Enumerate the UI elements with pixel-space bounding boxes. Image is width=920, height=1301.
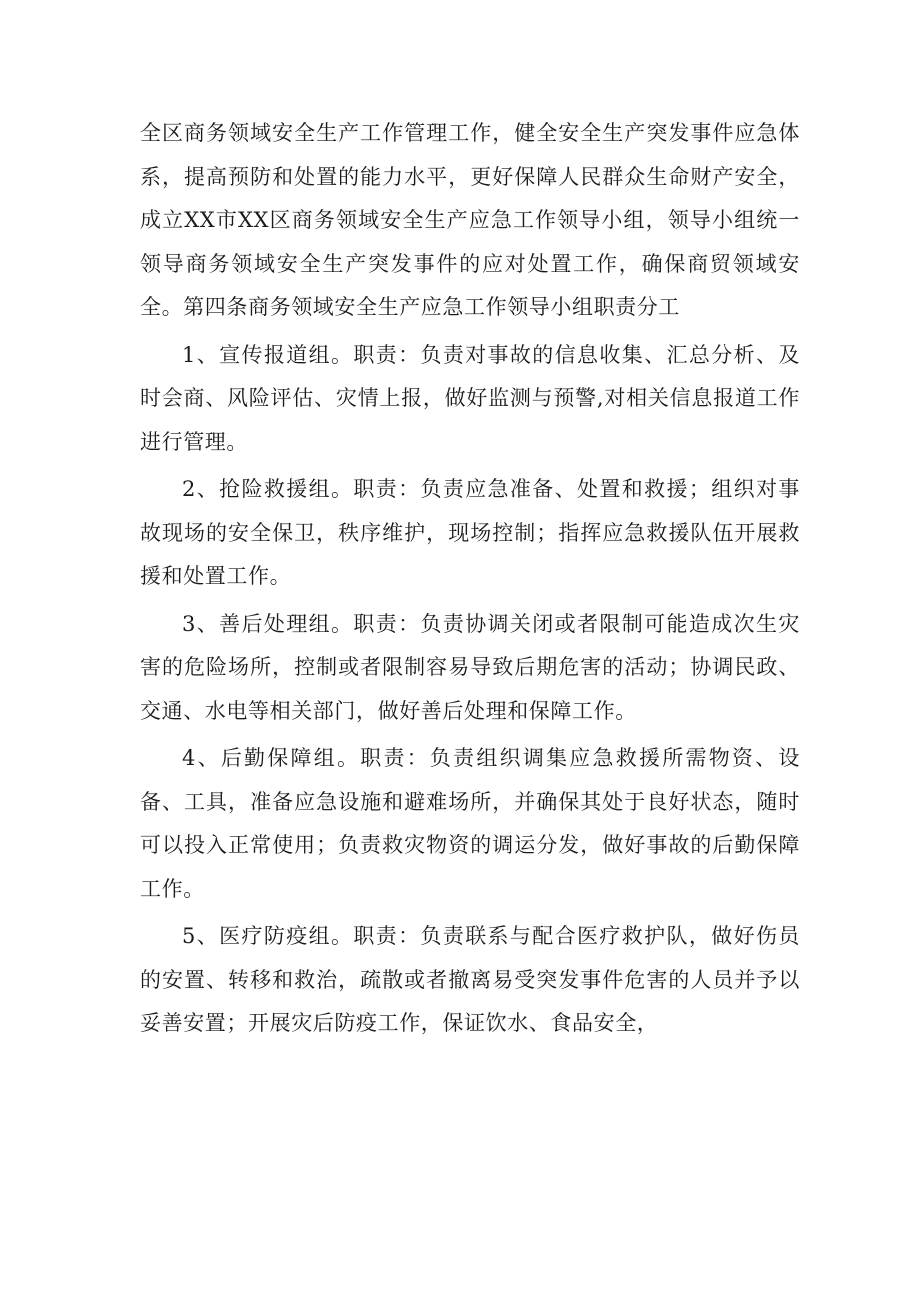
paragraph-logistics-group: 4、后勤保障组。职责：负责组织调集应急救援所需物资、设备、工具，准备应急设施和避难场所，并确保其处于良好状态，随时可以投入正常使用；负责救灾物资的调运分发，做好事故的后勤保障工作。 [140, 746, 800, 901]
paragraph-rescue-group: 2、抢险救援组。职责：负责应急准备、处置和救援；组织对事故现场的安全保卫，秩序维护，现场控制；指挥应急救援队伍开展救援和处置工作。 [140, 477, 800, 588]
document-body [140, 112, 800, 1050]
paragraph-publicity-group: 1、宣传报道组。职责：负责对事故的信息收集、汇总分析、及时会商、风险评估、灾情上报，做好监测与预警,对相关信息报道工作进行管理。 [140, 342, 800, 454]
paragraph-intro: 全区商务领域安全生产工作管理工作，健全安全生产突发事件应急体系，提高预防和处置的能力水平，更好保障人民群众生命财产安全，成立XX市XX区商务领域安全生产应急工作领导小组，领导小组统一领导商务领域安全生产突发事件的应对处置工作，确保商贸领域安全。第四条商务领域安全生产应急工作领导小组职责分工 [140, 121, 800, 319]
paragraph-aftermath-group: 3、善后处理组。职责：负责协调关闭或者限制可能造成次生灾害的危险场所，控制或者限制容易导致后期危害的活动；协调民政、交通、水电等相关部门，做好善后处理和保障工作。 [140, 611, 800, 723]
paragraph-medical-group: 5、医疗防疫组。职责：负责联系与配合医疗救护队，做好伤员的安置、转移和救治，疏散或者撤离易受突发事件危害的人员并予以妥善安置；开展灾后防疫工作，保证饮水、食品安全， [140, 924, 800, 1035]
